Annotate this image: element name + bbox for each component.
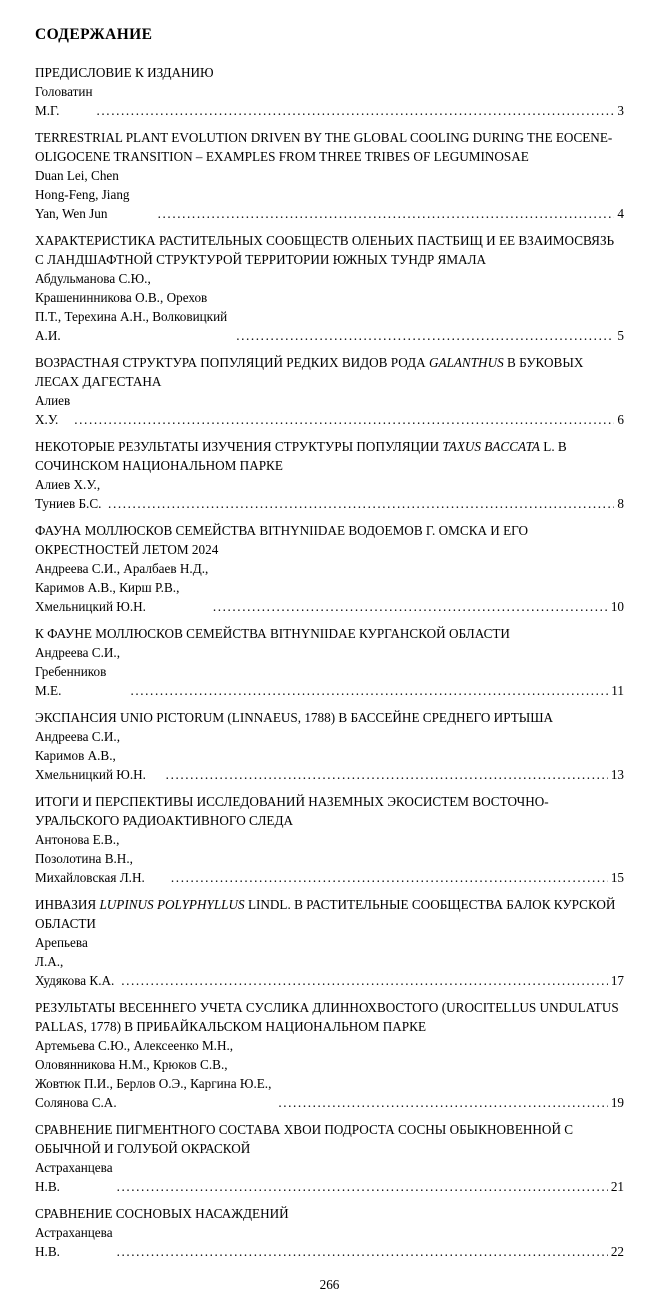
entry-page-number: 4 <box>617 206 624 221</box>
title-segment: ФАУНА МОЛЛЮСКОВ СЕМЕЙСТВА BITHYNIIDAE ВОДОЕМОВ Г. ОМСКА И ЕГО ОКРЕСТНОСТЕЙ ЛЕТОМ 2024 <box>35 523 528 557</box>
entry-title <box>35 624 624 643</box>
entry-authors-line <box>35 1036 624 1112</box>
entry-page-number: 3 <box>617 103 624 118</box>
entry-authors-line <box>35 830 624 887</box>
toc-entry <box>35 792 624 887</box>
dot-leader <box>117 1242 608 1261</box>
title-segment: ХАРАКТЕРИСТИКА РАСТИТЕЛЬНЫХ СООБЩЕСТВ ОЛЕНЬИХ ПАСТБИЩ И ЕЕ ВЗАИМОСВЯЗЬ С ЛАНДШАФТНОЙ СТРУКТУРОЙ ТЕРРИТОРИИ ЮЖНЫХ ТУНДР ЯМАЛА <box>35 233 615 267</box>
title-segment: ИНВАЗИЯ <box>35 897 100 912</box>
title-segment: L. В СОЧИНСКОМ НАЦИОНАЛЬНОМ ПАРКЕ <box>35 439 567 473</box>
title-segment: К ФАУНЕ МОЛЛЮСКОВ СЕМЕЙСТВА BITHYNIIDAE КУРГАНСКОЙ ОБЛАСТИ <box>35 626 510 641</box>
dot-leader <box>236 326 614 345</box>
toc-entry <box>35 1204 624 1261</box>
entry-authors-line <box>35 559 624 616</box>
dot-leader <box>171 868 608 887</box>
title-segment: LINDL. В РАСТИТЕЛЬНЫЕ СООБЩЕСТВА БАЛОК КУРСКОЙ ОБЛАСТИ <box>35 897 616 931</box>
toc-entry <box>35 521 624 616</box>
entry-authors-line <box>35 727 624 784</box>
page-number: 266 <box>319 1277 340 1292</box>
dot-leader <box>213 597 608 616</box>
entry-page-number: 8 <box>617 496 624 511</box>
entry-authors-line <box>35 82 624 120</box>
entry-title <box>35 437 624 475</box>
toc-entry <box>35 128 624 223</box>
entry-authors-line <box>35 1158 624 1196</box>
dot-leader <box>74 410 614 429</box>
dot-leader <box>97 101 615 120</box>
toc-heading: СОДЕРЖАНИЕ <box>35 26 153 43</box>
entry-authors: Андреева С.И., Аралбаев Н.Д., Каримов А.В., Кирш Р.В., Хмельницкий Ю.Н. <box>35 561 209 614</box>
title-segment: СРАВНЕНИЕ ПИГМЕНТНОГО СОСТАВА ХВОИ ПОДРОСТА СОСНЫ ОБЫКНОВЕННОЙ С ОБЫЧНОЙ И ГОЛУБОЙ ОКРАСКОЙ <box>35 1122 574 1156</box>
toc-entry <box>35 624 624 700</box>
entry-page-number: 22 <box>610 1244 624 1259</box>
entry-title <box>35 998 624 1036</box>
entry-authors-line <box>35 475 624 513</box>
entry-authors-line <box>35 1223 624 1261</box>
dot-leader <box>130 681 608 700</box>
page-footer <box>35 1269 624 1293</box>
entry-page-number: 11 <box>611 683 624 698</box>
toc-entry <box>35 63 624 120</box>
dot-leader <box>278 1093 607 1112</box>
entry-page-number: 19 <box>610 1095 624 1110</box>
title-segment: ЭКСПАНСИЯ UNIO PICTORUM (LINNAEUS, 1788) В БАССЕЙНЕ СРЕДНЕГО ИРТЫША <box>35 710 554 725</box>
title-segment: РЕЗУЛЬТАТЫ ВЕСЕННЕГО УЧЕТА СУСЛИКА ДЛИННОХВОСТОГО (UROCITELLUS UNDULATUS PALLAS, 1778) В ПРИБАЙКАЛЬСКОМ НАЦИОНАЛЬНОМ ПАРКЕ <box>35 1000 619 1034</box>
entry-title <box>35 128 624 166</box>
entry-authors: Алиев Х.У. <box>35 393 71 427</box>
entry-page-number: 15 <box>610 870 624 885</box>
entry-authors: Астраханцева Н.В. <box>35 1225 113 1259</box>
title-segment: ИТОГИ И ПЕРСПЕКТИВЫ ИССЛЕДОВАНИЙ НАЗЕМНЫХ ЭКОСИСТЕМ ВОСТОЧНО-УРАЛЬСКОГО РАДИОАКТИВНОГО СЛЕДА <box>35 794 549 828</box>
dot-leader <box>121 971 608 990</box>
title-segment: TERRESTRIAL PLANT EVOLUTION DRIVEN BY THE GLOBAL COOLING DURING THE EOCENE-OLIGOCENE TRANSITION – EXAMPLES FROM THREE TRIBES OF LEGUMINOSAE <box>35 130 613 164</box>
entry-title <box>35 231 624 269</box>
toc-entries <box>35 63 624 1269</box>
dot-leader <box>166 765 608 784</box>
toc-entry <box>35 353 624 429</box>
entry-page-number: 10 <box>610 599 624 614</box>
toc-entry <box>35 437 624 513</box>
entry-authors-line <box>35 643 624 700</box>
entry-page-number: 17 <box>610 973 624 988</box>
title-segment: ПРЕДИСЛОВИЕ К ИЗДАНИЮ <box>35 65 214 80</box>
entry-authors: Duan Lei, Chen Hong-Feng, Jiang Yan, Wen Jun <box>35 168 130 221</box>
entry-page-number: 21 <box>610 1179 624 1194</box>
entry-authors: Арепьева Л.А., Худякова К.А. <box>35 935 115 988</box>
entry-authors: Головатин М.Г. <box>35 84 93 118</box>
toc-entry <box>35 708 624 784</box>
dot-leader <box>108 494 614 513</box>
entry-title <box>35 63 624 82</box>
dot-leader <box>158 204 615 223</box>
toc-entry <box>35 895 624 990</box>
entry-page-number: 6 <box>617 412 624 427</box>
title-segment: СРАВНЕНИЕ СОСНОВЫХ НАСАЖДЕНИЙ <box>35 1206 289 1221</box>
entry-authors: Антонова Е.В., Позолотина В.Н., Михайловская Л.Н. <box>35 832 145 885</box>
entry-authors: Алиев Х.У., Туниев Б.С. <box>35 477 102 511</box>
dot-leader <box>117 1177 608 1196</box>
toc-entry <box>35 998 624 1112</box>
entry-title <box>35 792 624 830</box>
entry-title <box>35 895 624 933</box>
entry-authors-line <box>35 166 624 223</box>
entry-authors: Андреева С.И., Гребенников М.Е. <box>35 645 121 698</box>
entry-page-number: 5 <box>617 328 624 343</box>
entry-authors-line <box>35 933 624 990</box>
toc-entry <box>35 231 624 345</box>
entry-title <box>35 353 624 391</box>
title-segment: В БУКОВЫХ ЛЕСАХ ДАГЕСТАНА <box>35 355 584 389</box>
entry-authors-line <box>35 391 624 429</box>
entry-authors: Артемьева С.Ю., Алексеенко М.Н., Оловянникова Н.М., Крюков С.В., Жовтюк П.И., Берлов О.Э., Каргина Ю.Е., Солянова С.А. <box>35 1038 272 1110</box>
entry-authors-line <box>35 269 624 345</box>
title-segment-italic: GALANTHUS <box>428 355 504 370</box>
entry-title <box>35 521 624 559</box>
entry-authors: Андреева С.И., Каримов А.В., Хмельницкий Ю.Н. <box>35 729 146 782</box>
title-segment: ВОЗРАСТНАЯ СТРУКТУРА ПОПУЛЯЦИЙ РЕДКИХ ВИДОВ РОДА <box>35 355 429 370</box>
entry-title <box>35 708 624 727</box>
toc-entry <box>35 1120 624 1196</box>
entry-page-number: 13 <box>610 767 624 782</box>
title-segment-italic: LUPINUS POLYPHYLLUS <box>99 897 245 912</box>
entry-title <box>35 1120 624 1158</box>
entry-authors: Астраханцева Н.В. <box>35 1160 113 1194</box>
entry-authors: Абдульманова С.Ю., Крашенинникова О.В., Орехов П.Т., Терехина А.Н., Волковицкий А.И. <box>35 271 228 343</box>
title-segment: НЕКОТОРЫЕ РЕЗУЛЬТАТЫ ИЗУЧЕНИЯ СТРУКТУРЫ ПОПУЛЯЦИИ <box>35 439 443 454</box>
entry-title <box>35 1204 624 1223</box>
title-segment-italic: TAXUS BACCATA <box>442 439 540 454</box>
